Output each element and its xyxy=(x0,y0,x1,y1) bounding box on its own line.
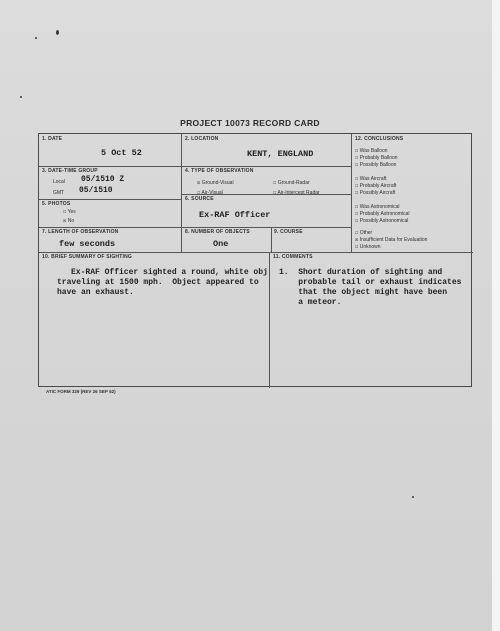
comment-line: probable tail or exhaust indicates xyxy=(279,278,462,287)
checkbox-icon: ☐ xyxy=(355,210,359,217)
number-of-objects-value: One xyxy=(213,239,229,249)
gmt-value: 05/1510 xyxy=(79,186,113,195)
conclusions-list xyxy=(351,134,473,252)
checkbox-icon: ☐ xyxy=(355,154,359,161)
source-label: 6. SOURCE xyxy=(185,196,214,202)
divider xyxy=(39,166,351,167)
divider xyxy=(39,252,473,253)
course-label: 9. COURSE xyxy=(274,229,303,235)
number-of-objects-label: 8. NUMBER OF OBJECTS xyxy=(185,229,250,235)
local-value: 05/1510 Z xyxy=(81,175,125,184)
observation-type-label: 4. TYPE OF OBSERVATION xyxy=(185,168,254,174)
summary-line: traveling at 1500 mph. Object appeared to xyxy=(57,278,259,287)
checkbox-icon: ☐ xyxy=(355,217,359,224)
local-label: Local xyxy=(53,179,65,185)
datetime-group-label: 3. DATE-TIME GROUP xyxy=(42,168,98,174)
checkbox-icon: ☒ xyxy=(197,179,201,186)
checkbox-icon: ☐ xyxy=(355,175,359,182)
location-label: 2. LOCATION xyxy=(185,136,219,142)
conclusion-possibly-aircraft: ☐ Possibly Aircraft xyxy=(355,189,396,196)
checkbox-icon: ☐ xyxy=(63,208,67,215)
summary-label: 10. BRIEF SUMMARY OF SIGHTING xyxy=(42,254,132,260)
date-value: 5 Oct 52 xyxy=(101,148,142,158)
source-value: Ex-RAF Officer xyxy=(199,210,271,220)
comment-line: 1. Short duration of sighting and xyxy=(279,268,443,277)
photos-label: 5. PHOTOS xyxy=(42,201,71,207)
divider xyxy=(39,199,181,200)
checkbox-icon: ☐ xyxy=(355,189,359,196)
conclusions-label: 12. CONCLUSIONS xyxy=(355,136,404,142)
checkbox-icon: ☐ xyxy=(197,189,201,196)
divider xyxy=(39,227,351,228)
divider xyxy=(181,134,182,252)
record-card xyxy=(38,133,472,387)
checkbox-icon: ☐ xyxy=(273,189,277,196)
page-edge xyxy=(492,0,500,631)
conclusion-probably-astronomical: ☐ Probably Astronomical xyxy=(355,210,410,217)
checkbox-icon: ☐ xyxy=(355,147,359,154)
divider xyxy=(271,227,272,252)
comments-label: 11. COMMENTS xyxy=(273,254,313,260)
checkbox-icon: ☒ xyxy=(63,217,67,224)
card-title: PROJECT 10073 RECORD CARD xyxy=(180,118,320,128)
conclusion-was-balloon: ☐ Was Balloon xyxy=(355,147,388,154)
comment-line: a meteor. xyxy=(279,298,342,307)
divider xyxy=(269,252,270,388)
date-label: 1. DATE xyxy=(42,136,63,142)
checkbox-icon: ☐ xyxy=(355,229,359,236)
comment-line: that the object might have been xyxy=(279,288,448,297)
obs-option-ground-visual: ☒ Ground-Visual xyxy=(197,179,234,186)
conclusion-probably-aircraft: ☐ Probably Aircraft xyxy=(355,182,397,189)
scan-speck xyxy=(412,496,414,498)
conclusion-unknown: ☐ Unknown xyxy=(355,243,381,250)
conclusion-was-aircraft: ☐ Was Aircraft xyxy=(355,175,387,182)
photos-option-no: ☒ No xyxy=(63,217,75,224)
gmt-label: GMT xyxy=(53,190,65,196)
conclusion-possibly-balloon: ☐ Possibly Balloon xyxy=(355,161,397,168)
scan-speck xyxy=(20,96,22,98)
checkbox-icon: ☐ xyxy=(355,243,359,250)
conclusion-other: ☐ Other xyxy=(355,229,373,236)
conclusion-was-astronomical: ☐ Was Astronomical xyxy=(355,203,400,210)
summary-line: have an exhaust. xyxy=(57,288,134,297)
checkbox-icon: ☐ xyxy=(273,179,277,186)
checkbox-icon: ☐ xyxy=(355,182,359,189)
scan-speck xyxy=(35,37,37,39)
form-number: ATIC FORM 329 (REV 26 SEP 52) xyxy=(46,389,116,394)
length-of-observation-label: 7. LENGTH OF OBSERVATION xyxy=(42,229,119,235)
summary-line: Ex-RAF Officer sighted a round, white obj xyxy=(71,268,268,277)
obs-option-air-visual: ☐ Air-Visual xyxy=(197,189,223,196)
location-value: KENT, ENGLAND xyxy=(247,149,314,159)
checkbox-icon: ☐ xyxy=(355,203,359,210)
length-of-observation-value: few seconds xyxy=(59,239,116,249)
obs-option-ground-radar: ☐ Ground-Radar xyxy=(273,179,310,186)
conclusion-insufficient-data: ☒ Insufficient Data for Evaluation xyxy=(355,236,428,243)
scan-speck xyxy=(56,30,59,35)
conclusion-probably-balloon: ☐ Probably Balloon xyxy=(355,154,398,161)
conclusion-possibly-astronomical: ☐ Possibly Astronomical xyxy=(355,217,409,224)
checkbox-icon: ☐ xyxy=(355,161,359,168)
checkbox-icon: ☒ xyxy=(355,236,359,243)
photos-option-yes: ☐ Yes xyxy=(63,208,76,215)
obs-option-air-intercept-radar: ☐ Air-Intercept Radar xyxy=(273,189,320,196)
